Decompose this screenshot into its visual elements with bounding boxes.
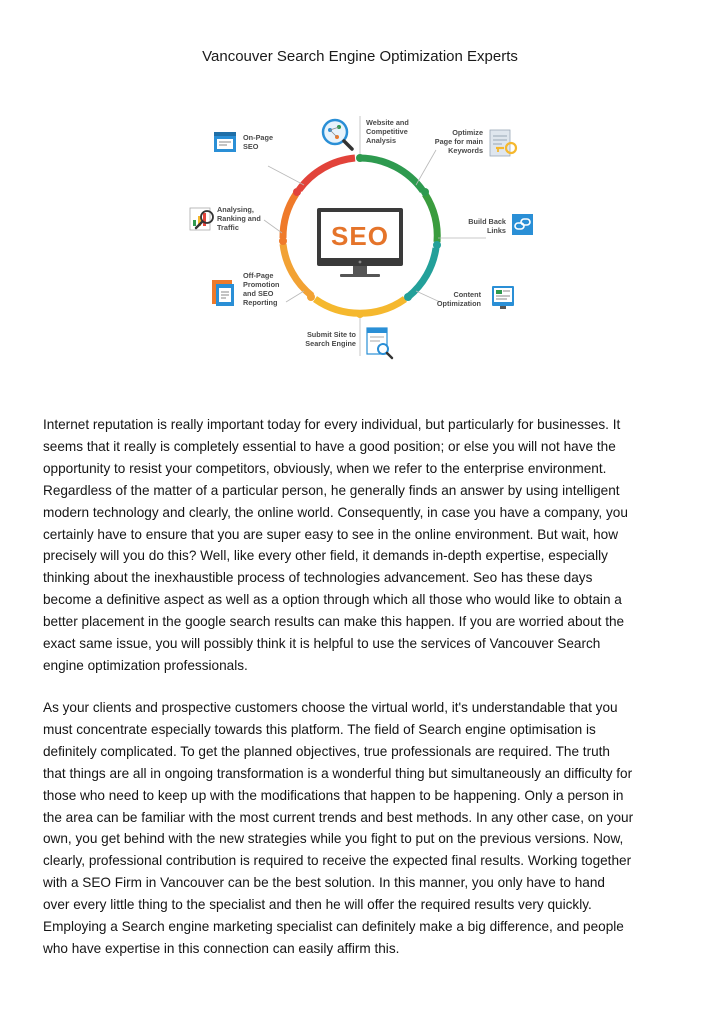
paragraph-line: become a definitive aspect as well as a option through which all those who would like to obtain a [43,592,622,608]
paragraph-line: who have expertise in this connection can easily affirm this. [43,940,400,956]
paragraph-line: As your clients and prospective customers choose the virtual world, it's understandable that you [43,700,618,715]
paragraph-line: seems that it really is completely essential to have a good position; or else you will not have the [43,438,616,454]
node-submit [305,328,392,358]
node-offpage-line-3: and SEO [243,289,274,298]
chain-link-icon [512,214,533,235]
key-document-icon [490,130,516,156]
paragraph-line: the area can be familiar with the most current trends and best methods. In any other case, on your [43,809,634,825]
node-offpage-line-2: Promotion [243,280,280,289]
node-keywords-line-3: Keywords [448,146,483,155]
node-onpage-line-1: On-Page [243,133,274,142]
ring-segment-green [360,158,423,191]
node-offpage-line-1: Off-Page [243,271,274,280]
node-website-analysis [323,118,409,149]
reports-icon [212,280,234,306]
paragraph-line: thinking about the inexhaustible process of technologies advancement. Seo has these days [43,570,593,586]
node-analysing-line-3: Traffic [217,223,239,232]
paragraph-line: definitely complicated. To get the planned objectives, true professionals are required. The truth [43,743,610,759]
ring-segment-orange [283,244,312,296]
paragraph-line: must concentrate especially towards this platform. The field of Search engine optimisation is [43,721,596,737]
paragraph-line: clearly, professional contribution is required to receive the expected final results. Working together [43,853,632,869]
node-analysing [190,205,261,232]
node-analysing-line-2: Ranking and [217,214,261,223]
paragraph-line: Internet reputation is really important today for every individual, but particularly for businesses. It [43,417,621,432]
paragraph-line: those who need to keep up with the modifications that happen to be happening. Only a person in [43,787,624,803]
paragraph-line: Employing a Search engine marketing specialist can definitely make a big difference, and people [43,919,624,935]
node-website-line-2: Competitive [366,127,408,136]
content-screen-icon [492,286,514,309]
paragraph-line: precisely will you do this? Well, like every other field, it demands in-depth expertise, especially [43,548,608,564]
paragraph-line: opportunity to resist your competitors, obviously, when we refer to the enterprise environment. [43,460,607,476]
paragraph-line: certainly have to ensure that you are super easy to see in the online environment. But wait, how [43,526,619,542]
node-content-line-1: Content [453,290,481,299]
seo-center-label: SEO [331,221,389,251]
node-keywords-line-2: Page for main [434,137,483,146]
ring-segment-green-2 [425,194,437,242]
node-backlinks-line-2: Links [486,226,506,235]
magnifier-chart-icon [190,208,213,230]
node-backlinks [468,214,533,235]
node-keywords [435,128,516,156]
paragraph-line: modern technology and clearly, the online world. Consequently, in case you have a company, you [43,504,628,520]
paragraph-line: Regardless of the matter of a particular person, he generally finds an answer by using intelligent [43,482,620,498]
search-document-icon [367,328,392,358]
article-paragraph-1 [43,414,673,677]
node-analysing-line-1: Analysing, [217,205,254,214]
node-onpage-line-2: SEO [243,142,259,151]
paragraph-line: that things are all in ongoing transformation is a wonderful thing but simultaneously an difficulty for [43,765,633,781]
paragraph-line: own, you get behind with the new strategies while you fight to put on the previous versions. Now, [43,831,624,847]
node-onpage [214,132,273,152]
node-submit-line-1: Submit Site to [306,330,356,339]
ring-segment-orange-2 [283,194,296,238]
magnifier-network-icon [323,120,352,149]
node-content [437,286,514,309]
node-keywords-line-1: Optimize [452,128,483,137]
ring-segment-red [299,158,355,190]
paragraph-line: engine optimization professionals. [43,657,248,673]
node-submit-line-2: Search Engine [305,339,356,348]
paragraph-line: exact same issue, you will possibly think it is helpful to use the services of Vancouver Search [43,636,601,652]
node-website-line-3: Analysis [366,136,397,145]
node-offpage-line-4: Reporting [243,298,278,307]
browser-window-icon [214,132,236,152]
node-content-line-2: Optimization [436,299,481,308]
paragraph-line: better placement in the google search results can make this happen. If you are worried about the [43,614,625,630]
ring-segment-teal [408,248,436,297]
node-backlinks-line-1: Build Back [468,217,506,226]
page-title: Vancouver Search Engine Optimization Experts [202,48,518,65]
seo-process-diagram [180,108,540,368]
paragraph-line: over every little thing to the specialist and then he will offer the required results very quickly. [43,897,592,913]
node-website-line-1: Website and [366,118,409,127]
article-paragraph-2 [43,697,673,960]
node-offpage [212,271,279,307]
paragraph-line: with a SEO Firm in Vancouver can be the best solution. In this manner, you only have to hand [43,875,605,891]
